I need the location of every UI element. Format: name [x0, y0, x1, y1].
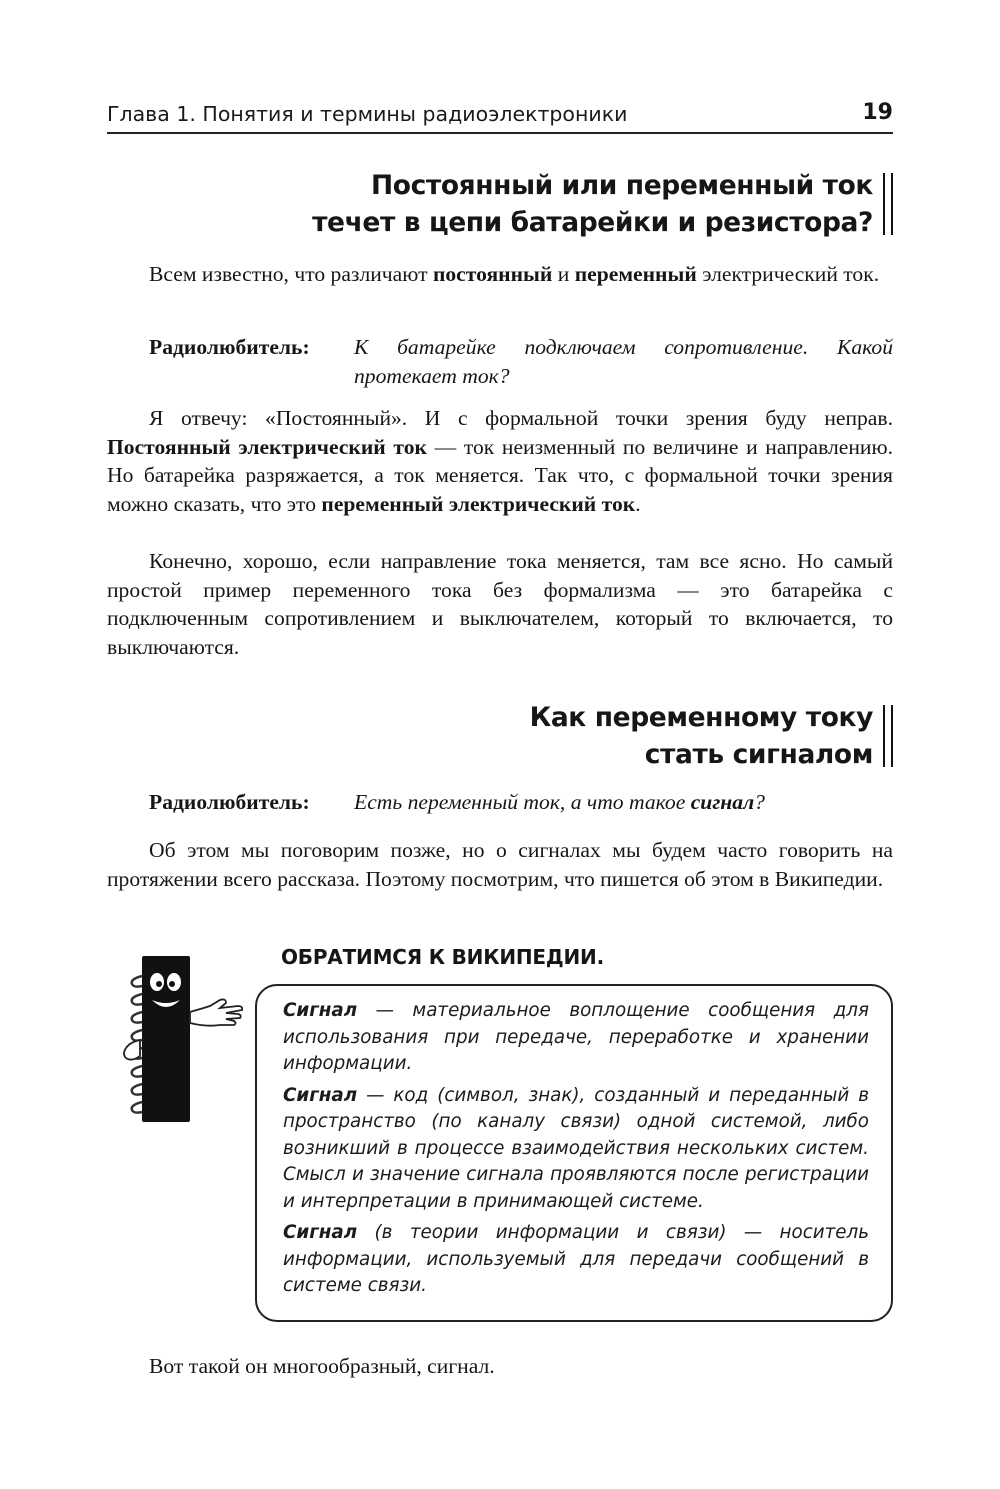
definition-item: Сигнал (в теории информации и связи) — носитель информации, используемый для передачи сообщений в системе связи.	[283, 1222, 869, 1296]
wiki-definitions-box	[255, 984, 893, 1322]
speaker-label: Радиолюбитель:	[149, 335, 310, 359]
heading-line: Постоянный или переменный ток	[370, 170, 873, 201]
heading-line: течет в цепи батарейки и резистора?	[312, 207, 873, 238]
microchip-mascot-icon	[110, 948, 250, 1126]
section-heading-signal	[530, 699, 893, 773]
heading-line: Как переменному току	[529, 702, 873, 733]
paragraph-signal-intro: Об этом мы поговорим позже, но о сигналах мы будем часто говорить на протяжении всего рассказа. Поэтому посмотрим, что пишется об этом в Википедии.	[107, 838, 893, 891]
closing-line: Вот такой он многообразный, сигнал.	[149, 1354, 495, 1378]
paragraph-answer: Я отвечу: «Постоянный». И с формальной точки зрения буду неправ. Постоянный электрический ток — ток неизменный по величине и направлению. Но батарейка разряжается, а ток меняется. Так что, с формальной точки зрения можно сказать, что это переменный электрический ток.	[107, 406, 894, 516]
section-heading-dc-ac	[312, 167, 893, 241]
speaker-question: К батарейке подключаем сопротивление. Какой протекает ток?	[354, 335, 893, 388]
running-header	[107, 100, 893, 134]
chapter-title: Глава 1. Понятия и термины радиоэлектроники	[107, 102, 628, 126]
wiki-heading: ОБРАТИМСЯ К ВИКИПЕДИИ.	[281, 945, 604, 969]
page-number: 19	[862, 100, 893, 125]
speaker-label: Радиолюбитель:	[149, 790, 310, 814]
heading-line: стать сигналом	[644, 739, 873, 770]
definition-item: Сигнал — материальное воплощение сообщения для использования при передаче, переработке и хранении информации.	[283, 1000, 869, 1074]
paragraph-intro: Всем известно, что различают постоянный и переменный электрический ток.	[149, 262, 880, 286]
speaker-question: Есть переменный ток, а что такое сигнал?	[354, 790, 765, 814]
paragraph-example: Конечно, хорошо, если направление тока меняется, там все ясно. Но самый простой пример переменного тока без формализма — это батарейка с подключенным сопротивлением и выключателем, который то включается, то выключаются.	[107, 549, 893, 659]
definition-item: Сигнал — код (символ, знак), созданный и переданный в пространство (по каналу связи) одной системой, либо возникший в процессе взаимодействия нескольких систем. Смысл и значение сигнала проявляются после регистрации и интерпретации в принимающей системе.	[283, 1084, 869, 1212]
dialog-question-1	[149, 333, 893, 393]
dialog-question-2	[149, 788, 893, 818]
